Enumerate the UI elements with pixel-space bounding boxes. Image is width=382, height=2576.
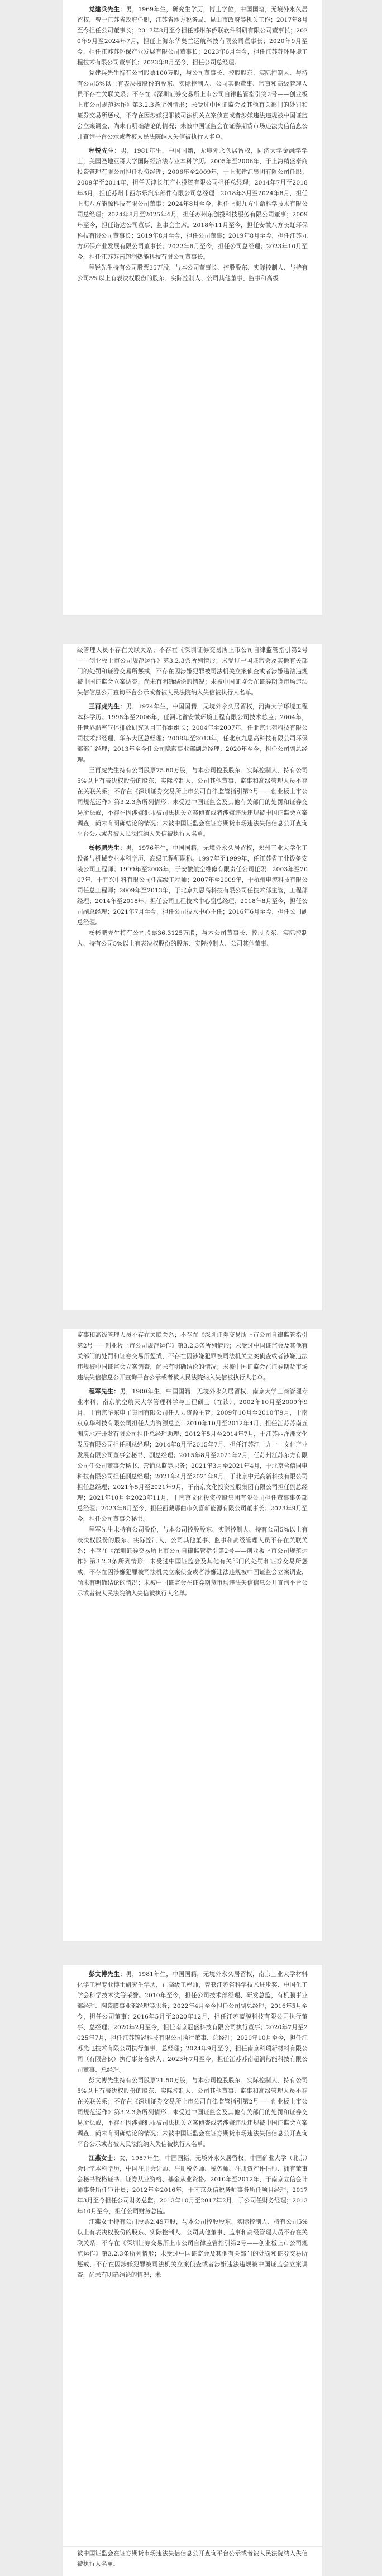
page-content xyxy=(63,644,322,949)
body-paragraph xyxy=(77,1525,308,1599)
document-page xyxy=(63,1965,322,2546)
paragraph-text: 程锐先生持有公司股票35万股，与本公司董事长、控股股东、实际控制人、与持有公司5%以上有表决权股份的股东、实际控制人、公司其他董事、监事和高级 xyxy=(77,264,308,282)
body-paragraph xyxy=(77,2076,308,2150)
paragraph-text: 女，1987年生，中国国籍，无境外永久居留权，中国矿业大学（北京）会计学本科学历，中国注册会计师、注册税务师、税务师、注册资产评估师、拥有董事会秘书资格证书、证券从业资格、基金从业资格。2010年至2012年，于南京立信会计师事务所任审计员；2012年至2016年，于南京众信税务师事务所任项目经理；2017年3月至今担任公司财务总监。2013年10月至2017年2月，于公司任财务经理；2013年10月至今，担任公司财务总监。 xyxy=(77,2155,308,2215)
body-paragraph xyxy=(77,765,308,840)
bio-paragraph xyxy=(77,843,308,928)
paragraph-text: 彭文博先生持有公司股票21.50万股，与本公司控股股东、实际控制人、持有公司5%以上有表决权股份的股东、实际控制人、公司其他董事、监事和高级管理人员不存在关联关系；不存在《深圳证券交易所上市公司自律监管指引第2号——创业板上市公司规范运作》第3.2.3条所列情形；未受过中国证监会及其他有关部门的处罚和证券交易所惩戒，不存在因涉嫌犯罪被司法机关立案侦查或者涉嫌违法违规被中国证监会立案调查，尚未有明确结论的情况；未被中国证监会在证券期货市场违法失信信息公开查询平台公示或者被人民法院纳入失信被执行人名单。 xyxy=(77,2077,308,2148)
document-page xyxy=(63,0,322,615)
paragraph-text: 男，1974年生，中国国籍，无境外永久居留权，河海大学环境工程本科学历。1998年至2006年，任河北省安徽环境工程有限公司技术总监；2004年，任世界温室气体排放研究项目工作组组长；2004年至2007年，任北京北苑科技有限公司技术部经理，华东大区总经理；2008年至2013年，任北京九思高科技有限公司环保部部门经理；2013年至今任公司隐蔽事业部副总经理；2020年至今，担任公司副总经理。 xyxy=(77,703,308,763)
page-content xyxy=(63,1329,322,1599)
body-paragraph xyxy=(77,2549,308,2570)
bio-paragraph xyxy=(77,1387,308,1525)
paragraph-text: 男，1976年生，中国国籍，无境外永久居留权，郑州工业大学化工设备与机械专业本科学历，高级工程师职称。1997年至1999年，任江苏省工业设备安装公司工程师；1999年至2003年，于安徽航空维修有限责任公司任职；2003年至2007年，于宜兴中科有限公司任高级工程师；2007年至2009年，于杭州电流科技有限公司任总工程师；2009年至2013年，于北京九思高科技有限公司任技术部主管，工程部经理；2014年至2018年，担任公司工程技术中心副总经理；2018年8月至今，担任公司副总经理；2021年7月至今，担任公司技术中心主任；2016年6月至今，担任公司副总经理。 xyxy=(77,845,308,926)
page-content xyxy=(63,1965,322,2281)
paragraph-text: 程军先生未持有公司股份，与本公司控股股东、实际控制人、持有公司5%以上有表决权股份的股东、实际控制人、公司其他董事、监事和高级管理人员不存在关联关系；不存在《深圳证券交易所上市公司自律监管指引第2号——创业板上市公司规范运作》第3.2.3条所列情形；未受过中国证监会及其他有关部门的处罚和证券交易所惩戒，不存在因涉嫌犯罪被司法机关立案侦查或者涉嫌违法违规被中国证监会立案调查，尚未有明确结论的情况；未被中国证监会在证券期货市场违法失信信息公开查询平台公示或者被人民法院纳入失信被执行人名单。 xyxy=(77,1526,308,1597)
body-paragraph xyxy=(77,2217,308,2281)
person-name: 江燕女士： xyxy=(89,2155,120,2162)
paragraph-text: 王再虎先生持有公司股票75.60万股，与本公司控股股东、实际控制人、持有公司5%以上有表决权股份的股东、实际控制人、公司其他董事、监事和高级管理人员不存在关联关系；不存在《深圳证券交易所上市公司自律监管指引第2号——创业板上市公司规范运作》第3.2.3条所列情形；未受过中国证监会及其他有关部门的处罚和证券交易所惩戒，不存在因涉嫌犯罪被司法机关立案侦查或者涉嫌违法违规被中国证监会立案调查，尚未有明确结论的情况；未被中国证监会在证券期货市场违法失信信息公开查询平台公示或者被人民法院纳入失信被执行人名单。 xyxy=(77,767,308,838)
person-name: 彭文博先生： xyxy=(89,1971,126,1978)
body-paragraph xyxy=(77,263,308,284)
body-paragraph xyxy=(77,928,308,949)
bio-paragraph xyxy=(77,702,308,765)
person-name: 杨彬鹏先生： xyxy=(89,845,126,852)
paragraph-text: 男，1981年生，中国国籍，无境外永久居留权，南京工业大学材料化学工程专业博士研究生学历，正高级工程师，曾获江苏省科学技术进步奖、中国化工学会科学技术奖等荣誉。2010年至今，担任公司技术部经理、研发总监，有机膜事业部经理、陶瓷膜事业部经理等职务；2022年4月至今担任公司副总经理；2016年5月至今，担任公司董事；2016年5月至2020年12月，担任江苏蓝膜科技有限公司执行董事、总经理；2020年2月至今，担任南京冠盛科技有限公司执行董事；2020年7月至2025年7月，担任江苏锦冠科技有限公司执行董事、总经理；2020年10月至今，担任江苏光电技术有限公司执行董事、总经理；2024年9月至今，担任南京科瑞新材料有限公司（有限合伙）执行事务合伙人；2023年7月至今，担任江苏苏南超润热能科技有限公司董事、总经理。 xyxy=(77,1971,308,2073)
bio-paragraph xyxy=(77,2153,308,2217)
paragraph-text: 监事和高级管理人员不存在关联关系；不存在《深圳证券交易所上市公司自律监管指引第2号——创业板上市公司规范运作》第3.2.3条所列情形；未受过中国证监会及其他有关部门的处罚和证券交易所惩戒，不存在因涉嫌犯罪被司法机关立案侦查或者涉嫌违法违规被中国证监会立案调查，尚未有明确结论的情况；未被中国证监会在证券期货市场违法失信信息公开查询平台公示或者被人民法院纳入失信被执行人名单。 xyxy=(77,1332,308,1381)
body-paragraph xyxy=(77,645,308,698)
paragraph-text: 杨彬鹏先生持有公司股票36.3125万股，与本公司董事长、控股股东、实际控制人、持有公司5%以上有表决权股份的股东、实际控制人、公司其他董事、 xyxy=(77,930,308,947)
paragraph-text: 男，1980年生，中国国籍，无境外永久居留权，南京大学工商管理专业本科，南京航空航天大学管理科学与工程硕士（在读）。2002年10月至2009年9月，于南京华东电子集团有限公司任人力资源主管；2009年10月至2010年9月，于南京京华科技有限公司担任人力资源总监；2010年10月至2012年4月，担任江苏苏南五洲房地产开发有限公司担任总经理助理；2012年5月至2014年7月，于江苏西洋洲文化发展有限公司担任副总经理；2014年8月至2015年7月，担任江苏江一九一一文化产业发展有限公司董事会秘书、副总经理；2015年8月至2021年2月，任苏州江苏东方有限公司任公司董事会秘书、营销总监等职务；2021年3月至2021年4月，于北京合信同电科技有限公司担任副总经理；2021年4月至2021年9月，于北京中元高新科技有限公司担任总经理；2021年5月至2021年9月，于南京文化投资控股集团有限公司担任副总经理；2021年10月至2023年11月，于南京文化投资控股集团有限公司担任董事事务部总经理；2023年6月至今，担任西藏那曲市久喜新能源有限公司董事长；2023年9月至今，担任公司董事会秘书。 xyxy=(77,1388,308,1523)
paragraph-text: 男，1981年生，中国国籍，无境外永久居留权，同济大学金融学学士，美国圣地亚哥大学国际经济法专业本科学历。2005年至2006年，于上海精盛泰商投资管理有限公司担任投资经理；2006年至2009年，于上海建汇集团有限公司任职；2009年至2014年，担任天津长江产业投资有限公司担任总经理；2014年7月至2018年3月，担任苏州市西尔乐汽车部件有限公司总经理；2018年3月至2024年8月，担任上海八方能源科技有限公司董事；2024年8月至今，担任上海九方生命科学技术有限公司总经理；2024年8月至2025年4月，担任苏州东创投科技服务有限公司董事；2009年至今，担任诺达公司董事、监事会主席。2018年11月至今，担任安徽八方长虹环保科技有限公司董事长；2019年8月至今，担任公司董事；2019年8月至今，担任江苏九方环保产业发展有限公司董事长；2022年6月至今，担任公司总经理；2023年10月至今，担任江苏苏南超润热能科技有限公司董事长。 xyxy=(77,148,308,261)
bio-paragraph xyxy=(77,146,308,263)
bio-paragraph xyxy=(77,1969,308,2076)
person-name: 程锐先生： xyxy=(89,148,121,154)
body-paragraph xyxy=(77,1330,308,1383)
document-page xyxy=(63,2547,322,2576)
paragraph-text: 党建兵先生持有公司股票100万股，与公司董事长、控股股东、实际控制人、与持有公司5%以上有表决权股份的股东、实际控制人、公司其他董事、监事和高级管理人员不存在关联关系；不存在《深圳证券交易所上市公司自律监管指引第2号——创业板上市公司规范运作》第3.2.3条所列情形；未受过中国证监会及其他有关部门的处罚和证券交易所惩戒，不存在因涉嫌犯罪被司法机关立案侦查或者涉嫌违法违规被中国证监会立案调查，尚未有明确结论的情况；未被中国证监会在证券期货市场违法失信信息公开查询平台公示或者被人民法院纳入失信被执行人名单。 xyxy=(77,70,308,140)
paragraph-text: 被中国证监会在证券期货市场违法失信信息公开查询平台公示或者被人民法院纳入失信被执行人名单。 xyxy=(77,2550,308,2568)
page-content xyxy=(63,2547,322,2570)
body-paragraph xyxy=(77,68,308,143)
bio-paragraph xyxy=(77,4,308,68)
person-name: 王再虎先生： xyxy=(89,703,126,710)
page-content xyxy=(63,0,322,284)
person-name: 程军先生： xyxy=(89,1388,120,1395)
paragraph-text: 级管理人员不存在关联关系；不存在《深圳证券交易所上市公司自律监管指引第2号——创业板上市公司规范运作》第3.2.3条所列情形；未受过中国证监会及其他有关部门的处罚和证券交易所惩戒，不存在因涉嫌犯罪被司法机关立案侦查或者涉嫌违法违规被中国证监会立案调查，尚未有明确结论的情况；未被中国证监会在证券期货市场违法失信信息公开查询平台公示或者被人民法院纳入失信被执行人名单。 xyxy=(77,647,308,696)
paragraph-text: 江燕女士持有公司股票2.49万股，与本公司控股股东、实际控制人、持有公司5%以上有表决权股份的股东、实际控制人、公司其他董事、监事和高级管理人员不存在关联关系；不存在《深圳证券交易所上市公司自律监管指引第2号——创业板上市公司规范运作》第3.2.3条所列情形；未受过中国证监会及其他有关部门的处罚和证券交易所惩戒，不存在因涉嫌犯罪被司法机关立案侦查或者涉嫌违法违规被中国证监会立案调查，尚未有明确结论的情况；未 xyxy=(77,2219,308,2279)
document-page xyxy=(63,1329,322,1941)
document-page xyxy=(63,644,322,1310)
person-name: 党建兵先生： xyxy=(89,6,126,13)
paragraph-text: 男，1969年生，研究生学历，博士学位，中国国籍，无境外永久居留权，曾于江苏省政府任职，江苏省地方税务局、昆山市政府等机关工作；2017年8月至今担任公司董事长；2017年8月至今担任苏州东侨联软件科研有限公司董事长；2020年9月至2024年7月，担任上海东华奥兰运航科技有限公司董事长；2020年9月至今，担任江苏苏环保产业发展有限公司董事长；2023年6月至今，担任江苏苏环环境工程技术有限公司董事长；2023年8月至今，担任公司总经理。 xyxy=(77,6,308,66)
